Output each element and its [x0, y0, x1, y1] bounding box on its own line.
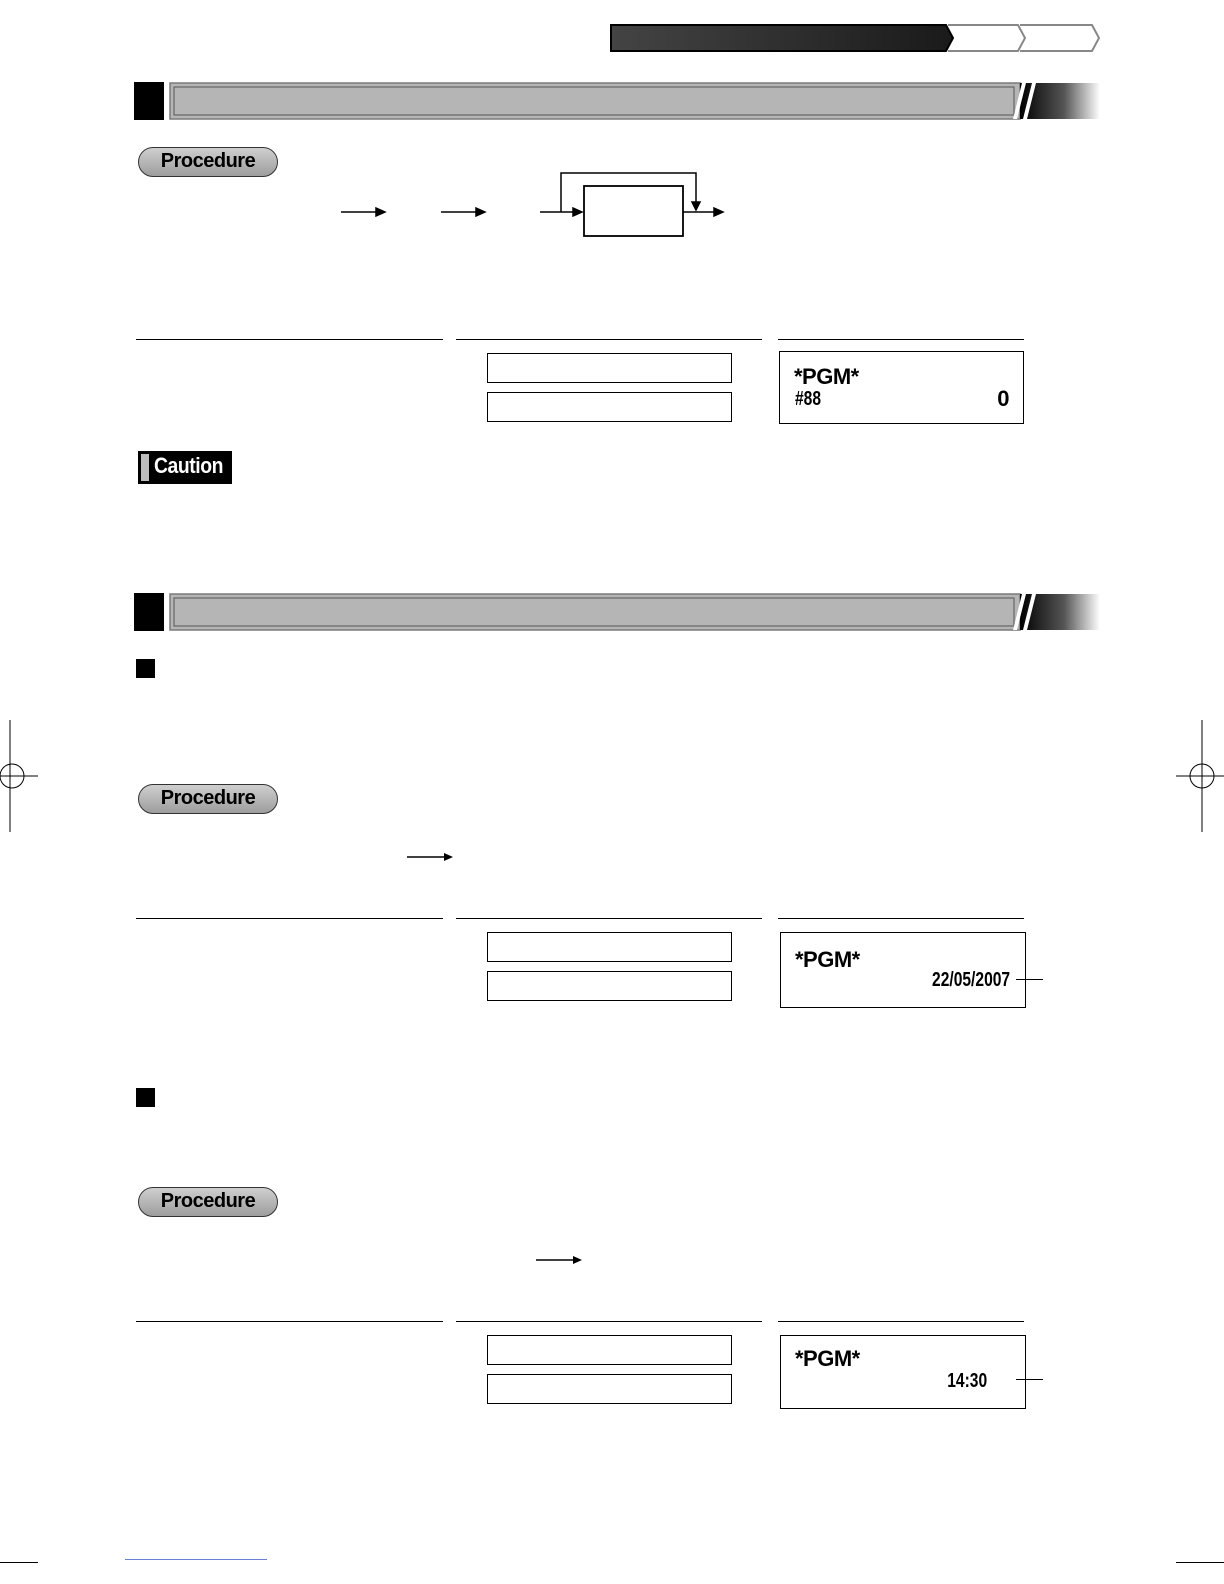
table-rule — [456, 1321, 762, 1322]
callout-line — [1016, 979, 1043, 980]
print-header: *PGM* — [795, 947, 860, 972]
trim-mark — [0, 1562, 38, 1563]
key-operation-box — [487, 932, 732, 962]
table-rule — [778, 339, 1024, 340]
print-sample — [779, 351, 1024, 424]
flow-arrow — [534, 1253, 584, 1267]
tab-3 — [1020, 25, 1099, 51]
print-time: 14:30 — [947, 1370, 987, 1392]
section-header-bar — [168, 82, 1100, 120]
chapter-progress-tabs — [609, 22, 1104, 54]
procedure-label: Procedure — [138, 1187, 278, 1217]
callout-line — [1016, 1379, 1043, 1380]
procedure-label: Procedure — [138, 147, 278, 177]
table-rule — [456, 339, 762, 340]
print-sample — [780, 1335, 1026, 1409]
procedure-flow-diagram — [330, 168, 740, 243]
flow-arrow — [405, 850, 455, 864]
table-rule — [136, 339, 443, 340]
section-number-block — [134, 593, 164, 631]
key-operation-box — [487, 392, 732, 422]
input-key-box — [584, 186, 683, 236]
trim-mark — [1176, 1562, 1224, 1563]
key-operation-box — [487, 1335, 732, 1365]
subsection-bullet — [136, 659, 155, 678]
section-header-bar — [168, 593, 1100, 631]
print-code: #88 — [795, 388, 822, 410]
print-value: 0 — [997, 386, 1009, 411]
table-rule — [456, 918, 762, 919]
print-header: *PGM* — [795, 1346, 860, 1371]
crop-mark-left — [0, 720, 40, 832]
caution-text: Caution — [154, 453, 223, 478]
table-rule — [778, 918, 1024, 919]
tab-active — [611, 25, 953, 51]
key-operation-box — [487, 971, 732, 1001]
print-header: *PGM* — [794, 364, 859, 389]
print-sample — [780, 932, 1026, 1008]
table-rule — [136, 918, 443, 919]
table-rule — [136, 1321, 443, 1322]
key-operation-box — [487, 353, 732, 383]
trim-mark — [125, 1559, 267, 1560]
tab-2 — [948, 25, 1025, 51]
caution-label — [138, 451, 232, 484]
subsection-bullet — [136, 1088, 155, 1107]
key-operation-box — [487, 1374, 732, 1404]
table-rule — [778, 1321, 1024, 1322]
crop-mark-right — [1176, 720, 1224, 832]
print-date: 22/05/2007 — [931, 969, 1010, 991]
procedure-label: Procedure — [138, 784, 278, 814]
section-number-block — [134, 82, 164, 120]
